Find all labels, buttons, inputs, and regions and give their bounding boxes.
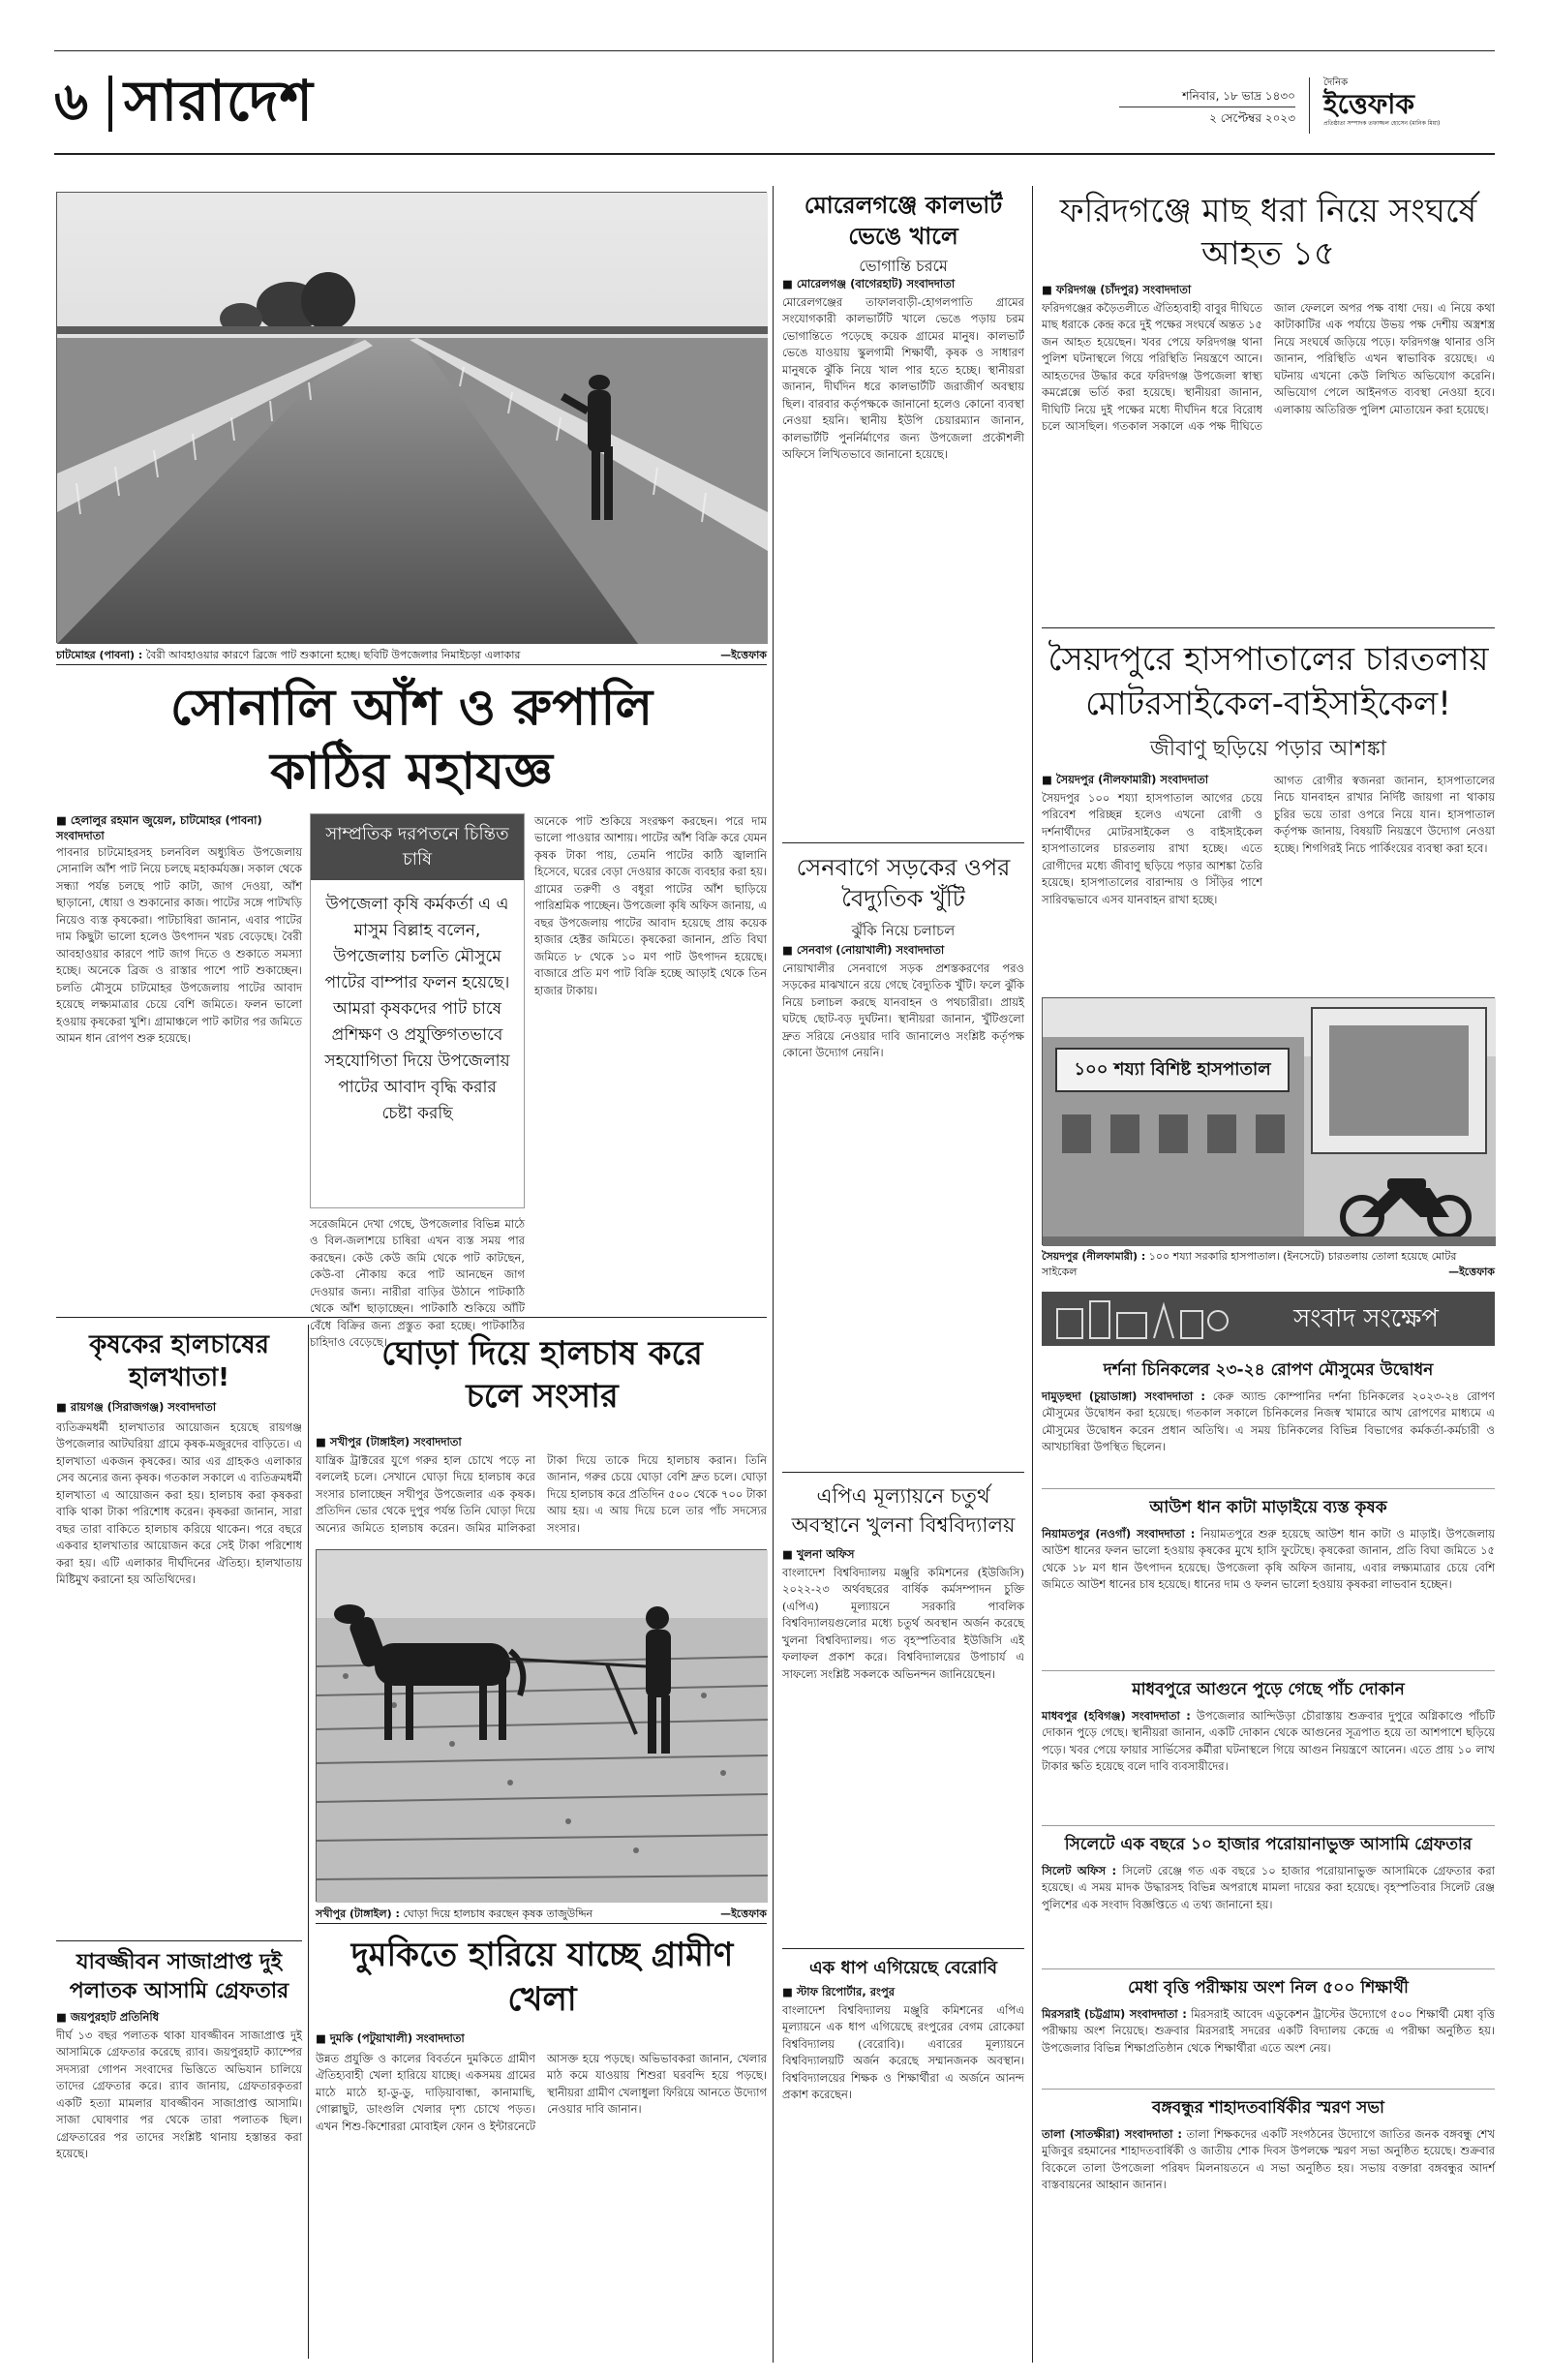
briefs-list [1042, 1354, 1495, 2361]
saidpur-body-col1: সৈয়দপুর ১০০ শয্যা হাসপাতাল আগের চেয়ে পরিবেশ পরিচ্ছন্ন হলেও এখনো রোগী ও দর্শনার্থীদের মোটরসাইকেল ও বাইসাইকেল হাসপাতালের চারতলায় রাখা হচ্ছে। এতে রোগীদের মধ্যে জীবাণু ছড়িয়ে পড়ার আশঙ্কা তৈরি হয়েছে। হাসপাতালের বারান্দায় ও সিঁড়ির পাশে সারিবদ্ধভাবে এসব যানবাহন রাখা হচ্ছে। [1042, 791, 1262, 906]
hospital-image [1043, 998, 1496, 1246]
rural-headline: দুমকিতে হারিয়ে যাচ্ছে গ্রামীণ খেলা [350, 1936, 734, 2019]
saidpur-body-col2: আগত রোগীর স্বজনরা জানান, হাসপাতালের নিচে যানবাহন রাখার নির্দিষ্ট জায়গা না থাকায় চুরির ভয়ে তারা ওপরে নিয়ে যান। হাসপাতাল কর্তৃপক্ষ জানায়, বিষয়টি নিয়ন্ত্রণে উদ্যোগ নেওয়া হচ্ছে। শিগগিরই নিচে পার্কিংয়ের ব্যবস্থা করা হবে। [1274, 774, 1495, 855]
morrel-subhead: ভোগান্তি চরমে [859, 257, 948, 275]
rangpur-body: বাংলাদেশ বিশ্ববিদ্যালয় মঞ্জুরি কমিশনের এপিএ মূল্যায়নে এক ধাপ এগিয়েছে রংপুরের বেগম রোকেয়া বিশ্ববিদ্যালয় (বেরোবি)। এবারের মূল্যায়নে বিশ্ববিদ্যালয়টি অর্জন করেছে সম্মানজনক অবস্থান। বিশ্ববিদ্যালয়ের শিক্ষক ও শিক্ষার্থীরা এ অর্জনে আনন্দ প্রকাশ করেছেন। [782, 2003, 1024, 2102]
masthead-rule [54, 153, 1495, 155]
morrel-byline: ■ মোরেলগঞ্জ (বাগেরহাট) সংবাদদাতা [782, 277, 956, 290]
briefs-banner-art [1048, 1292, 1241, 1346]
jabajjibon-body: দীর্ঘ ১৩ বছর পলাতক থাকা যাবজ্জীবন সাজাপ্রাপ্ত দুই আসামিকে গ্রেফতার করেছে র‌্যাব। জয়পুরহাট ক্যাম্পের সদস্যরা গোপন সংবাদের ভিত্তিতে অভিযান চালিয়ে তাদের গ্রেফতার করে। র‌্যাব জানায়, গ্রেফতারকৃতরা একটি হত্যা মামলার যাবজ্জীবন সাজাপ্রাপ্ত আসামি। সাজা ঘোষণার পর থেকে তারা পলাতক ছিল। গ্রেফতারের পর তাদের সংশ্লিষ্ট থানায় হস্তান্তর করা হয়েছে। [56, 2029, 302, 2161]
caption-text: ১০০ শয্যা সরকারি হাসপাতাল। (ইনসেটে) চারতলায় তোলা হয়েছে মোটর সাইকেল [1042, 1250, 1457, 1278]
top-rule [54, 50, 1495, 51]
caption-place: চাটমোহর (পাবনা) : [56, 649, 143, 661]
brief-body: মিরসরাই আবেদ এডুকেশন ট্রাস্টের উদ্যোগে ৫০০ শিক্ষার্থী মেধা বৃত্তি পরীক্ষায় অংশ নিয়েছে। শুক্রবার মিরসরাই সদরের একটি বিদ্যালয় কেন্দ্রে এ পরীক্ষা অনুষ্ঠিত হয়। উপজেলার বিভিন্ন শিক্ষাপ্রতিষ্ঠান থেকে শিক্ষার্থীরা এতে অংশ নেয়। [1042, 2007, 1495, 2055]
paper-logo-name: ইত্তেফাক [1323, 88, 1415, 120]
lead-photo [56, 192, 767, 643]
faridganj-byline: ■ ফরিদগঞ্জ (চাঁদপুর) সংবাদদাতা [1042, 283, 1192, 296]
krishok-body: ব্যতিক্রমধর্মী হালখাতার আয়োজন হয়েছে রায়গঞ্জ উপজেলার আটঘরিয়া গ্রামে কৃষক-মজুরদের বাড়িতে। এ হালখাতা একজন কৃষকের। আর এর গ্রাহকও এলাকার সেব অন্যের জন্য কৃষক। গতকাল সকালে এ ব্যতিক্রমধর্মী হালখাতা এ আয়োজন করা হয়। হালচাষ করা কৃষকরা বাকি থাকা টাকা পরিশোধ করেন। কৃষকরা জানান, সারা বছর তারা বাকিতে হালচাষ করিয়ে থাকেন। পরে বছরে একবার হালখাতার আয়োজন করে সেই টাকা পরিশোধ করা হয়। এটি এলাকার দীর্ঘদিনের ঐতিহ্য। হালখাতায় মিষ্টিমুখ করানো হয় অতিথিদের। [56, 1420, 302, 1587]
brief-byline: মিরসরাই (চট্টগ্রাম) সংবাদদাতা : [1042, 2007, 1187, 2021]
rangpur-byline: ■ স্টাফ রিপোর্টার, রংপুর [782, 1985, 896, 1999]
horse-body: যান্ত্রিক ট্রাক্টরের যুগে গরুর হাল চোখে পড়ে না বললেই চলে। সেখানে ঘোড়া দিয়ে হালচাষ করে সংসার চালাচ্ছেন সখীপুর উপজেলার এক কৃষক। প্রতিদিন ভোর থেকে দুপুর পর্যন্ত তিনি ঘোড়া দিয়ে অন্যের জমিতে হালচাষ করেন। জমির মালিকরা টাকা দিয়ে তাকে দিয়ে হালচাষ করান। তিনি জানান, গরুর চেয়ে ঘোড়া বেশি দ্রুত চলে। ঘোড়া দিয়ে হালচাষ করে প্রতিদিন ৫০০ থেকে ৭০০ টাকা আয় হয়। এ আয় দিয়ে চলে তার পাঁচ সদস্যের সংসার। [316, 1453, 767, 1535]
date-block [1119, 87, 1295, 127]
caption-place: সখীপুর (টাঙ্গাইল) : [316, 1907, 400, 1920]
section-rule-morrel [782, 842, 1024, 843]
jabajjibon-headline: যাবজ্জীবন সাজাপ্রাপ্ত দুই পলাতক আসামি গ্রেফতার [69, 1950, 289, 2003]
horse-photo-caption [316, 1906, 767, 1924]
section-rule-lead [56, 1317, 767, 1318]
brief-body: নিয়ামতপুরে শুরু হয়েছে আউশ ধান কাটা ও মাড়াই। উপজেলায় আউশ ধানের ফলন ভালো হওয়ায় কৃষকের মুখে হাসি ফুটেছে। কৃষকেরা জানান, প্রতি বিঘা জমিতে ১৫ থেকে ১৮ মণ ধান উৎপাদন হয়েছে। উপজেলা কৃষি অফিস জানায়, এবার লক্ষ্যমাত্রার চেয়ে বেশি জমিতে আউশ ধানের চাষ হয়েছে। ধানের দাম ও ফলন ভালো হওয়ায় কৃষকরা লাভবান হচ্ছেন। [1042, 1527, 1495, 1592]
photo-credit: —ইত্তেফাক [1448, 1266, 1495, 1278]
saidpur-subhead: জীবাণু ছড়িয়ে পড়ার আশঙ্কা [1150, 737, 1386, 761]
horse-photo [316, 1549, 767, 1902]
photo-credit: —ইত্তেফাক [720, 649, 767, 661]
section-rule-krishok [56, 1940, 302, 1941]
page-number-divider [108, 76, 112, 132]
brief-item [1042, 1671, 1495, 1826]
page-number: ৬ [54, 71, 89, 132]
brief-body: উপজেলার আন্দিউড়া চৌরাস্তায় শুক্রবার দুপুরে অগ্নিকাণ্ডে পাঁচটি দোকান পুড়ে গেছে। স্থানীয়রা জানান, একটি দোকান থেকে আগুনের সূত্রপাত হয়ে তা আশপাশে ছড়িয়ে পড়ে। খবর পেয়ে ফায়ার সার্ভিসের কর্মীরা ঘটনাস্থলে গিয়ে আগুন নিয়ন্ত্রণে আনেন। এতে প্রায় ১০ লাখ টাকার ক্ষতি হয়েছে বলে দাবি ব্যবসায়ীদের। [1042, 1709, 1495, 1774]
khulna-body: বাংলাদেশ বিশ্ববিদ্যালয় মঞ্জুরি কমিশনের (ইউজিসি) ২০২২-২৩ অর্থবছরের বার্ষিক কর্মসম্পাদন চুক্তি (এপিএ) মূল্যায়নে সরকারি পাবলিক বিশ্ববিদ্যালয়গুলোর মধ্যে চতুর্থ অবস্থান অর্জন করেছে খুলনা বিশ্ববিদ্যালয়। গত বৃহস্পতিবার ইউজিসি এই ফলাফল প্রকাশ করে। বিশ্ববিদ্যালয়ের উপাচার্য এ সাফল্যে সংশ্লিষ্ট সকলকে অভিনন্দন জানিয়েছেন। [782, 1566, 1024, 1681]
section-rule-senbag [782, 1472, 1024, 1473]
lead-byline: ■ হেলালুর রহমান জুয়েল, চাটমোহর (পাবনা) সংবাদদাতা [56, 813, 262, 842]
date-english: ২ সেপ্টেম্বর ২০২৩ [1209, 111, 1295, 125]
paper-logo-small: দৈনিক [1323, 77, 1349, 88]
brief-byline: দামুড়হুদা (চুয়াডাঙ্গা) সংবাদদাতা : [1042, 1389, 1205, 1403]
lead-body-col3: অনেকে পাট শুকিয়ে সংরক্ষণ করছেন। পরে দাম ভালো পাওয়ার আশায়। পাটের আঁশ বিক্রি করে যেমন কৃষক টাকা পায়, তেমনি পাটের কাঠি জ্বালানি হিসেবে, ঘরের বেড়া দেওয়ার কাজে ব্যবহার করা হয়। গ্রামের তরুণী ও বধূরা পাটের আঁশ ছাড়িয়ে পারিশ্রমিক পাচ্ছেন। উপজেলা কৃষি অফিস জানায়, এ বছর উপজেলায় পাটের আবাদ হয়েছে প্রায় কয়েক হাজার হেক্টর জমিতে। কৃষকেরা জানান, প্রতি বিঘা জমিতে ৮ থেকে ১০ মণ পাট উৎপাদন হয়েছে। বাজারে প্রতি মণ পাট বিক্রি হচ্ছে আড়াই থেকে তিন হাজার টাকায়। [534, 814, 767, 997]
brief-title: মাধবপুরে আগুনে পুড়ে গেছে পাঁচ দোকান [1132, 1680, 1405, 1699]
section-rule-faridganj [1042, 627, 1495, 628]
brief-title: মেধা বৃত্তি পরীক্ষায় অংশ নিল ৫০০ শিক্ষার্থী [1128, 1978, 1409, 1998]
lead-photo-caption [56, 647, 767, 665]
lead-body-col1: পাবনার চাটমোহরসহ চলনবিল অধ্যুষিত উপজেলায় সোনালি আঁশ পাট নিয়ে চলছে মহাকর্মযজ্ঞ। সকাল থেকে সন্ধ্যা পর্যন্ত চলছে পাট কাটা, জাগ দেওয়া, আঁশ ছাড়ানো, ধোয়া ও শুকানোর কাজ। পাটের সঙ্গে পাটখড়ি নিয়েও ব্যস্ত কৃষকেরা। পাটচাষিরা জানান, এবার পাটের দাম কিছুটা ভালো হলেও উৎপাদন খরচ বেড়েছে। বৈরী আবহাওয়ার কারণে পাট জাগ দিতে ও শুকাতে সমস্যা হচ্ছে। অনেকে ব্রিজ ও রাস্তার পাশে পাট শুকাচ্ছেন। চলতি মৌসুমে চাটমোহর উপজেলায় পাটের আবাদ হয়েছে লক্ষ্যমাত্রার চেয়ে বেশি জমিতে। ফলন ভালো হওয়ায় কৃষকেরা খুশি। গ্রামাঞ্চলে পাট কাটার পর জমিতে আমন ধান রোপণ শুরু হয়েছে। [56, 845, 302, 1046]
faridganj-headline: ফরিদগঞ্জে মাছ ধরা নিয়ে সংঘর্ষে আহত ১৫ [1059, 192, 1477, 273]
brief-item [1042, 2090, 1495, 2351]
morrel-headline: মোরেলগঞ্জে কালভার্ট ভেঙে খালে [804, 192, 1003, 250]
brief-item [1042, 1354, 1495, 1489]
senbag-body: নোয়াখালীর সেনবাগে সড়ক প্রশস্তকরণের পরও সড়কের মাঝখানে রয়ে গেছে বৈদ্যুতিক খুঁটি। ফলে ঝুঁকি নিয়ে চলাচল করছে যানবাহন ও পথচারীরা। প্রায়ই ঘটছে ছোট-বড় দুর্ঘটনা। স্থানীয়রা জানান, খুঁটিগুলো দ্রুত সরিয়ে নেওয়ার দাবি জানালেও সংশ্লিষ্ট কর্তৃপক্ষ কোনো উদ্যোগ নেয়নি। [782, 961, 1024, 1060]
section-rule-khulna [782, 1948, 1024, 1949]
caption-text: ঘোড়া দিয়ে হালচাষ করছেন কৃষক তাজুউদ্দিন [403, 1907, 593, 1920]
pull-quote-body: উপজেলা কৃষি কর্মকর্তা এ এ মাসুম বিল্লাহ বলেন, উপজেলায় চলতি মৌসুমে পাটের বাম্পার ফলন হয়েছে। আমরা কৃষকদের পাট চাষে প্রশিক্ষণ ও প্রযুক্তিগতভাবে সহযোগিতা দিয়ে উপজেলায় পাটের আবাদ বৃদ্ধি করার চেষ্টা করছি [324, 895, 510, 1123]
briefs-section-title: সংবাদ সংক্ষেপ [1293, 1304, 1439, 1333]
horse-plough-image [317, 1550, 768, 1903]
brief-body: তালা শিক্ষকদের একটি সংগঠনের উদ্যোগে জাতির জনক বঙ্গবন্ধু শেখ মুজিবুর রহমানের শাহাদতবার্ষিকী ও জাতীয় শোক দিবস উপলক্ষে স্মরণ সভা অনুষ্ঠিত হয়েছে। শুক্রবার বিকেলে তালা উপজেলা পরিষদ মিলনায়তনে এ সভা অনুষ্ঠিত হয়। সভায় বক্তারা বঙ্গবন্ধুর আদর্শ বাস্তবায়নের আহ্বান জানান। [1042, 2127, 1496, 2192]
jute-bridge-image [57, 193, 768, 644]
column-rule-1 [773, 186, 774, 2363]
khulna-byline: ■ খুলনা অফিস [782, 1547, 855, 1561]
pull-quote-title: সাম্প্রতিক দরপতনে চিন্তিত চাষি [311, 814, 524, 880]
lead-pull-quote [310, 813, 525, 1208]
brief-byline: নিয়ামতপুর (নওগাঁ) সংবাদদাতা : [1042, 1527, 1196, 1541]
brief-title: আউশ ধান কাটা মাড়াইয়ে ব্যস্ত কৃষক [1149, 1498, 1387, 1517]
lead-headline: সোনালি আঁশ ও রুপালি কাঠির মহাযজ্ঞ [169, 679, 653, 801]
hospital-sign-text: ১০০ শয্যা বিশিষ্ট হাসপাতাল [1074, 1059, 1271, 1080]
brief-byline: সিলেট অফিস : [1042, 1864, 1117, 1877]
caption-place: সৈয়দপুর (নীলফামারী) : [1042, 1250, 1146, 1263]
saidpur-headline: সৈয়দপুরে হাসপাতালের চারতলায় মোটরসাইকেল-বাইসাইকেল! [1048, 640, 1489, 723]
lead-body-col2: সরেজমিনে দেখা গেছে, উপজেলার বিভিন্ন মাঠে ও বিল-জলাশয়ে চাষিরা এখন ব্যস্ত সময় পার করছেন। কেউ কেউ জমি থেকে পাট কাটছেন, কেউ-বা নৌকায় করে পাট আনছেন জাগ দেওয়ার জন্য। নারীরা বাড়ির উঠানে পাটকাঠি থেকে আঁশ ছাড়াচ্ছেন। পাটকাঠি শুকিয়ে আঁটি বেঁধে বিক্রির জন্য প্রস্তুত করা হচ্ছে। পাটকাঠির চাহিদাও বেড়েছে। [310, 1217, 525, 1350]
rural-body: উন্নত প্রযুক্তি ও কালের বিবর্তনে দুমকিতে গ্রামীণ ঐতিহ্যবাহী খেলা হারিয়ে যাচ্ছে। একসময় গ্রামের মাঠে মাঠে হা-ডু-ডু, দাড়িয়াবান্ধা, কানামাছি, গোল্লাছুট, ডাংগুলি খেলার দৃশ্য চোখে পড়ত। এখন শিশু-কিশোররা মোবাইল ফোন ও ইন্টারনেটে আসক্ত হয়ে পড়ছে। অভিভাবকরা জানান, খেলার মাঠ কমে যাওয়ায় শিশুরা ঘরবন্দি হয়ে পড়ছে। স্থানীয়রা গ্রামীণ খেলাধুলা ফিরিয়ে আনতে উদ্যোগ নেওয়ার দাবি জানান। [316, 2052, 767, 2133]
jabajjibon-byline: ■ জয়পুরহাট প্রতিনিধি [56, 2010, 160, 2024]
caption-rule [56, 664, 767, 665]
saidpur-byline: ■ সৈয়দপুর (নীলফামারী) সংবাদদাতা [1042, 773, 1209, 786]
masthead [54, 58, 1495, 147]
brief-item [1042, 1969, 1495, 2090]
senbag-headline: সেনবাগে সড়কের ওপর বৈদ্যুতিক খুঁটি [796, 854, 1011, 912]
brief-title: বঙ্গবন্ধুর শাহাদতবার্ষিকীর স্মরণ সভা [1152, 2098, 1384, 2118]
column-rule-2 [1032, 186, 1033, 2363]
horse-byline: ■ সখীপুর (টাঙ্গাইল) সংবাদদাতা [316, 1435, 462, 1449]
senbag-byline: ■ সেনবাগ (নোয়াখালী) সংবাদদাতা [782, 943, 945, 957]
brief-title: সিলেটে এক বছরে ১০ হাজার পরোয়ানাভুক্ত আসামি গ্রেফতার [1064, 1835, 1473, 1854]
photo-credit: —ইত্তেফাক [720, 1907, 767, 1920]
date-bangla: শনিবার, ১৮ ভাদ্র ১৪৩০ [1119, 87, 1295, 107]
briefs-banner [1042, 1292, 1495, 1346]
section-rule-horse [316, 1923, 767, 1924]
krishok-headline: কৃষকের হালচাষের হালখাতা! [89, 1330, 269, 1392]
saidpur-photo-caption [1042, 1249, 1495, 1280]
brief-byline: মাধবপুর (হবিগঞ্জ) সংবাদদাতা : [1042, 1709, 1191, 1723]
faridganj-body: ফরিদগঞ্জের কড়ৈতলীতে ঐতিহ্যবাহী বাবুর দীঘিতে মাছ ধরাকে কেন্দ্র করে দুই পক্ষের সংঘর্ষে অন্তত ১৫ জন আহত হয়েছেন। খবর পেয়ে ফরিদগঞ্জ থানা পুলিশ ঘটনাস্থলে গিয়ে পরিস্থিতি নিয়ন্ত্রণে আনে। আহতদের উদ্ধার করে ফরিদগঞ্জ উপজেলা স্বাস্থ্য কমপ্লেক্সে ভর্তি করা হয়েছে। স্থানীয়রা জানান, দীঘিটি নিয়ে দুই পক্ষের মধ্যে দীর্ঘদিন ধরে বিরোধ চলে আসছিল। গতকাল সকালে এক পক্ষ দীঘিতে জাল ফেললে অপর পক্ষ বাধা দেয়। এ নিয়ে কথা কাটাকাটির এক পর্যায়ে উভয় পক্ষ দেশীয় অস্ত্রশস্ত্র নিয়ে সংঘর্ষে জড়িয়ে পড়ে। ফরিদগঞ্জ থানার ওসি জানান, পরিস্থিতি এখন স্বাভাবিক রয়েছে। এ ঘটনায় এখনো কেউ লিখিত অভিযোগ করেনি। অভিযোগ পেলে আইনগত ব্যবস্থা নেওয়া হবে। এলাকায় অতিরিক্ত পুলিশ মোতায়েন করা হয়েছে। [1042, 301, 1495, 434]
krishok-byline: ■ রায়গঞ্জ (সিরাজগঞ্জ) সংবাদদাতা [56, 1400, 217, 1414]
caption-text: বৈরী আবহাওয়ার কারণে ব্রিজে পাট শুকানো হচ্ছে। ছবিটি উপজেলার নিমাইচড়া এলাকার [145, 649, 521, 661]
rangpur-headline: এক ধাপ এগিয়েছে বেরোবি [808, 1958, 998, 1978]
khulna-headline: এপিএ মূল্যায়নে চতুর্থ অবস্থানে খুলনা বিশ্ববিদ্যালয় [791, 1484, 1016, 1537]
brief-body: সিলেট রেঞ্জে গত এক বছরে ১০ হাজার পরোয়ানাভুক্ত আসামিকে গ্রেফতার করা হয়েছে। এ সময় মাদক উদ্ধারসহ বিভিন্ন অপরাধে মামলা দায়ের করা হয়েছে। বৃহস্পতিবার সিলেট রেঞ্জ পুলিশের এক সংবাদ বিজ্ঞপ্তিতে এ তথ্য জানানো হয়। [1042, 1864, 1496, 1911]
paper-logo-tagline: প্রতিষ্ঠাতা সম্পাদক তফাজ্জল হোসেন (মানিক মিয়া) [1323, 120, 1441, 127]
brief-title: দর্শনা চিনিকলের ২৩-২৪ রোপণ মৌসুমের উদ্বোধন [1103, 1360, 1434, 1380]
brief-body: কেরু অ্যান্ড কোম্পানির দর্শনা চিনিকলের ২০২৩-২৪ রোপণ মৌসুমের উদ্বোধন করা হয়েছে। গতকাল সকালে চিনিকলের নিজস্ব খামারে আখ রোপণের মাধ্যমে এ মৌসুমের উদ্বোধন করেন প্রধান অতিথি। এ সময় চিনিকলের বিভিন্ন বিভাগের কর্মকর্তা-কর্মচারী ও আখচাষিরা উপস্থিত ছিলেন। [1042, 1389, 1496, 1454]
column-rule-left [308, 1325, 309, 2359]
brief-item [1042, 1489, 1495, 1671]
brief-byline: তালা (সাতক্ষীরা) সংবাদদাতা : [1042, 2127, 1182, 2141]
rural-byline: ■ দুমকি (পটুয়াখালী) সংবাদদাতা [316, 2031, 465, 2045]
morrel-body: মোরেলগঞ্জের তাফালবাড়ী-হোগলপাতি গ্রামের সংযোগকারী কালভার্টটি খালে ভেঙে পড়ায় চরম ভোগান্তিতে পড়েছে কয়েক গ্রামের মানুষ। কালভার্ট ভেঙে যাওয়ায় স্কুলগামী শিক্ষার্থী, কৃষক ও সাধারণ মানুষকে ঝুঁকি নিয়ে খাল পার হতে হচ্ছে। স্থানীয়রা জানান, দীর্ঘদিন ধরে কালভার্টটি জরাজীর্ণ অবস্থায় ছিল। বারবার কর্তৃপক্ষকে জানানো হলেও কোনো ব্যবস্থা নেওয়া হয়নি। স্থানীয় ইউপি চেয়ারম্যান জানান, কালভার্টটি পুনর্নির্মাণের জন্য উপজেলা প্রকৌশলী অফিসে লিখিতভাবে জানানো হয়েছে। [782, 295, 1024, 462]
brief-item [1042, 1826, 1495, 1969]
saidpur-photo [1042, 997, 1495, 1245]
senbag-subhead: ঝুঁকি নিয়ে চলাচল [851, 922, 956, 939]
horse-headline: ঘোড়া দিয়ে হালচাষ করে চলে সংসার [381, 1334, 703, 1416]
paper-logo [1309, 77, 1495, 134]
section-title: সারাদেশ [124, 68, 314, 134]
